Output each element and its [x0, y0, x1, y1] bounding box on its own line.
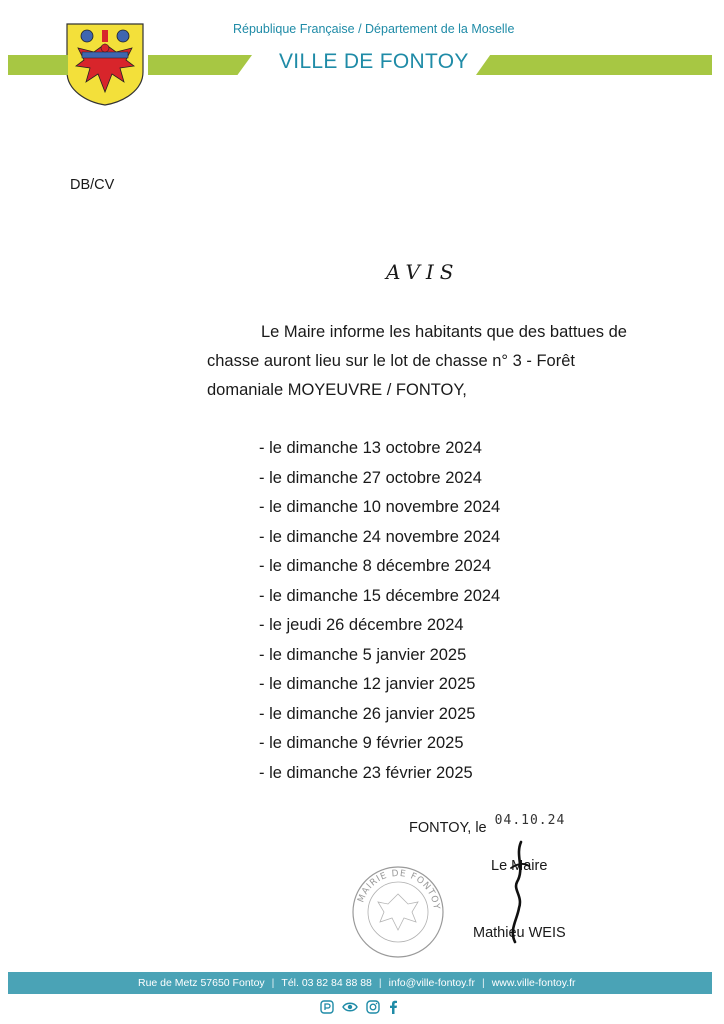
mairie-seal-stamp: [348, 864, 448, 960]
list-item: - le dimanche 27 octobre 2024: [259, 468, 482, 487]
footer-phone: Tél. 03 82 84 88 88: [281, 977, 372, 989]
signature-place-date: [409, 813, 566, 836]
header-subtitle: République Française / Département de la Moselle: [233, 22, 515, 36]
coat-of-arms-logo: [64, 22, 146, 106]
handwritten-date: 04.10.24: [494, 813, 566, 828]
list-item: - le dimanche 10 novembre 2024: [259, 498, 501, 516]
header-green-bar-middle: [148, 55, 252, 75]
instagram-icon[interactable]: [366, 1000, 380, 1014]
facebook-icon[interactable]: [388, 1000, 398, 1014]
list-item: - le dimanche 5 janvier 2025: [259, 645, 467, 664]
signatory-name: Mathieu WEIS: [473, 925, 566, 941]
eye-icon[interactable]: [342, 1000, 358, 1014]
footer-bar: Rue de Metz 57650 Fontoy | Tél. 03 82 84 88 88 | info@ville-fontoy.fr | www.ville-fontoy.fr: [8, 972, 712, 994]
list-item: - le dimanche 12 janvier 2025: [259, 675, 476, 693]
document-title: AVIS: [386, 260, 460, 284]
footer-email[interactable]: info@ville-fontoy.fr: [388, 977, 475, 989]
svg-text:MAIRIE DE FONTOY: MAIRIE DE FONTOY: [356, 868, 442, 911]
header-green-bar-left: [8, 55, 68, 75]
list-item: - le jeudi 26 décembre 2024: [259, 616, 464, 634]
list-item: - le dimanche 24 novembre 2024: [259, 527, 501, 546]
hunt-dates-list: [259, 437, 500, 791]
list-item: - le dimanche 8 décembre 2024: [259, 557, 492, 575]
list-item: - le dimanche 23 février 2025: [259, 763, 473, 782]
intro-text: Le Maire informe les habitants que des battues de chasse auront lieu sur le lot de chasse n° 3 - Forêt domaniale MOYEUVRE / FONTOY,: [207, 323, 627, 399]
header-green-bar-right: [476, 55, 712, 75]
panneaupocket-icon[interactable]: [320, 1000, 334, 1014]
list-item: - le dimanche 15 décembre 2024: [259, 586, 501, 605]
social-icons: [320, 999, 398, 1015]
signatory-role: Le Maire: [491, 858, 548, 874]
footer-address: Rue de Metz 57650 Fontoy: [138, 977, 265, 989]
handwritten-signature: [495, 838, 545, 948]
reference-code: DB/CV: [70, 177, 115, 193]
list-item: - le dimanche 26 janvier 2025: [259, 704, 476, 723]
intro-paragraph: [207, 318, 627, 405]
list-item: - le dimanche 13 octobre 2024: [259, 439, 482, 457]
place-label: FONTOY, le: [409, 820, 487, 836]
header-town-name: VILLE DE FONTOY: [279, 50, 469, 73]
list-item: - le dimanche 9 février 2025: [259, 734, 464, 752]
footer-website[interactable]: www.ville-fontoy.fr: [491, 977, 576, 989]
